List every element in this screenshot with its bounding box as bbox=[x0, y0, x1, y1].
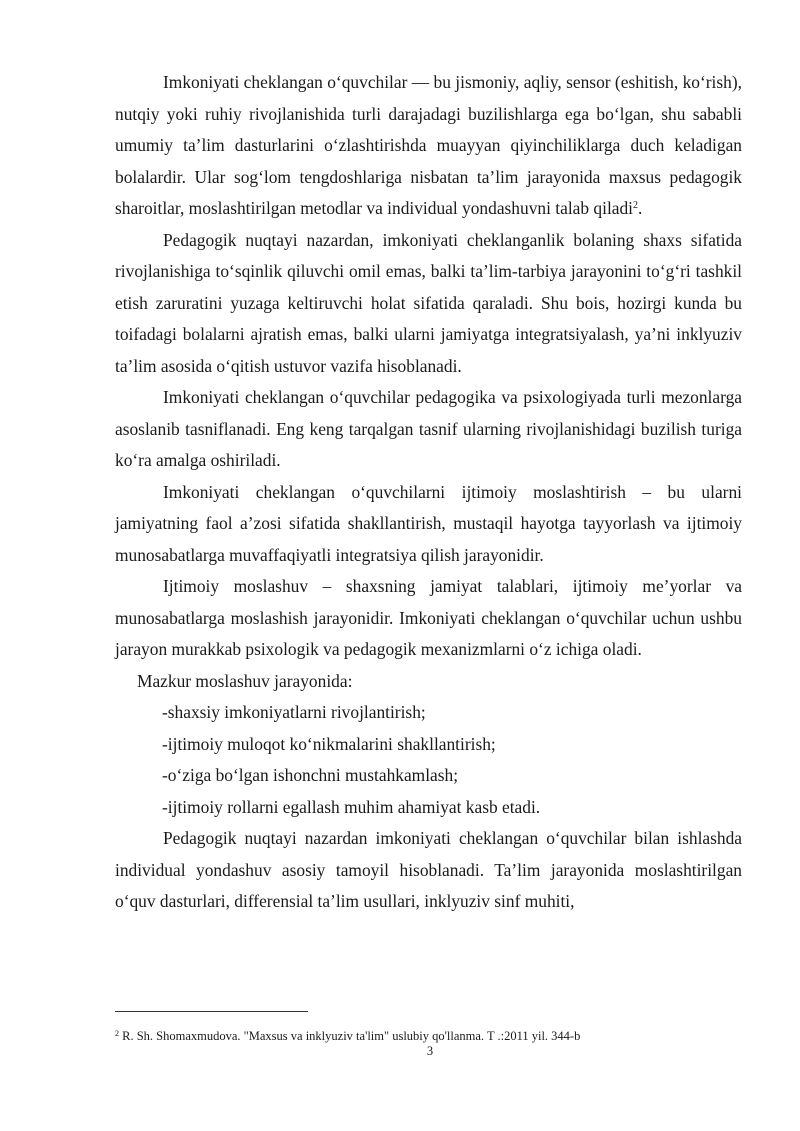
paragraph-6: Pedagogik nuqtayi nazardan imkoniyati cheklangan o‘quvchilar bilan ishlashda individual yondashuv asosiy tamoyil hisoblanadi. Ta’lim jarayonida moslashtirilgan o‘quv dasturlari, differensial ta’lim usullari, inklyuziv sinf muhiti, bbox=[115, 828, 742, 911]
paragraph-4: Imkoniyati cheklangan o‘quvchilarni ijtimoiy moslashtirish – bu ularni jamiyatning faol a’zosi sifatida shakllantirish, mustaqil hayotga tayyorlash va ijtimoiy munosabatlarga muvaffaqiyatli integratsiya qilish jarayonidir. bbox=[115, 481, 742, 565]
list-intro: Mazkur moslashuv jarayonida: bbox=[137, 670, 353, 691]
paragraph-1 bbox=[115, 67, 742, 225]
paragraph-5: Ijtimoiy moslashuv – shaxsning jamiyat talablari, ijtimoiy me’yorlar va munosabatlarga moslashish jarayonidir. Imkoniyati cheklangan o‘quvchilar uchun ushbu jarayon murakkab psixologik va pedagogik mexanizmlarni o‘z ichiga oladi. bbox=[115, 576, 742, 659]
paragraph-1-tail: . bbox=[638, 198, 643, 218]
paragraph-1-text: Imkoniyati cheklangan o‘quvchilar — bu jismoniy, aqliy, sensor (eshitish, ko‘rish), nutqiy yoki ruhiy rivojlanishida turli darajadagi buzilishlarga ega bo‘lgan, shu sababli umumiy ta’lim dasturlarini o‘zlashtirishda muayyan qiyinchiliklarga duch keladigan bolalardir. Ular sog‘lom tengdoshlariga nisbatan ta’lim jarayonida maxsus pedagogik sharoitlar, moslashtirilgan metodlar va individual yondashuvni talab qiladi bbox=[115, 72, 742, 218]
footnote-text: R. Sh. Shomaxmudova. "Maxsus va inklyuziv ta'lim" uslubiy qo'llanma. T .:2011 yil. 344-b bbox=[119, 1029, 581, 1043]
list-item: -ijtimoiy rollarni egallash muhim ahamiyat kasb etadi. bbox=[162, 796, 541, 817]
paragraph-3: Imkoniyati cheklangan o‘quvchilar pedagogika va psixologiyada turli mezonlarga asoslanib tasniflanadi. Eng keng tarqalgan tasnif ularning rivojlanishidagi buzilish turiga ko‘ra amalga oshiriladi. bbox=[115, 387, 742, 470]
footnote-separator bbox=[115, 1011, 308, 1012]
list-item: -shaxsiy imkoniyatlarni rivojlantirish; bbox=[162, 702, 426, 722]
list-item: -ijtimoiy muloqot ko‘nikmalarini shakllantirish; bbox=[162, 733, 496, 754]
page-number: 3 bbox=[426, 1044, 434, 1058]
footnote bbox=[115, 1028, 580, 1044]
page-body bbox=[115, 67, 742, 918]
list-item: -o‘ziga bo‘lgan ishonchni mustahkamlash; bbox=[162, 765, 459, 785]
footnote-reference[interactable]: 2 bbox=[633, 200, 639, 211]
footnote-mark: 2 bbox=[115, 1029, 119, 1038]
paragraph-2: Pedagogik nuqtayi nazardan, imkoniyati cheklanganlik bolaning shaxs sifatida rivojlanishiga to‘sqinlik qiluvchi omil emas, balki ta’lim-tarbiya jarayonini to‘g‘ri tashkil etish zaruratini yuzaga keltiruvchi holat sifatida qaraladi. Shu bois, hozirgi kunda bu toifadagi bolalarni ajratish emas, balki ularni jamiyatga integratsiyalash, ya’ni inklyuziv ta’lim asosida o‘qitish ustuvor vazifa hisoblanadi. bbox=[115, 229, 742, 376]
